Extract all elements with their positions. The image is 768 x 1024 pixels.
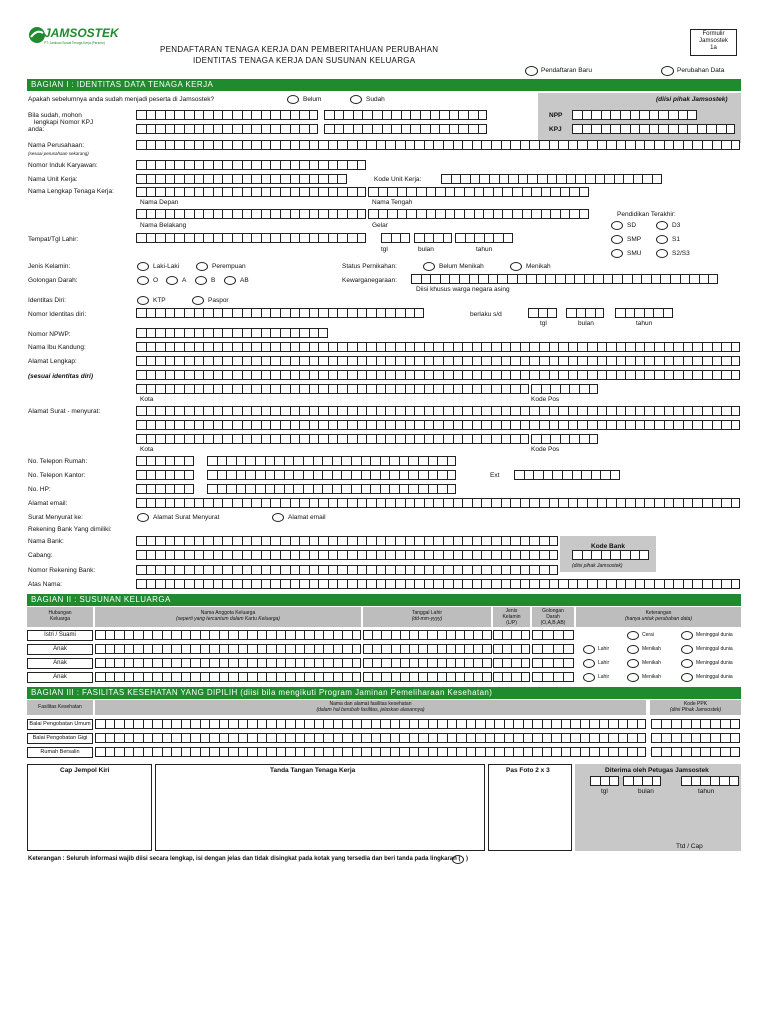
facility-general-input[interactable] <box>95 719 646 729</box>
valid-month-input[interactable] <box>566 308 604 318</box>
ktp-label: KTP <box>153 297 166 304</box>
address-city-label: Kota <box>140 396 154 403</box>
blood-b-label: B <box>211 277 216 284</box>
first-name-input[interactable] <box>136 187 366 197</box>
spouse-blood-input[interactable] <box>532 630 574 640</box>
col-blood-header <box>532 607 574 627</box>
employee-no-input[interactable] <box>136 160 366 170</box>
received-month-input[interactable] <box>623 776 661 786</box>
id-type-label: Identitas Diri: <box>28 297 66 304</box>
unit-code-input[interactable] <box>441 174 662 184</box>
col-ppk-line2: (diisi Pihak Jamsostek) <box>669 707 722 713</box>
valid-year-input[interactable] <box>615 308 673 318</box>
spouse-name-input[interactable] <box>95 630 361 640</box>
child2-blood-input[interactable] <box>532 658 574 668</box>
received-year-input[interactable] <box>681 776 739 786</box>
spouse-dob-input[interactable] <box>363 630 492 640</box>
blood-ab-radio[interactable] <box>224 276 236 285</box>
signature-label: Tanda Tangan Tenaga Kerja <box>270 767 356 774</box>
home-phone-label: No. Telepon Rumah: <box>28 458 88 465</box>
col-dob-line2: (dd-mm-yyyy) <box>411 616 443 622</box>
blood-a-radio[interactable] <box>166 276 178 285</box>
id-number-label: Nomor Identitas diri: <box>28 311 87 318</box>
birth-place-input[interactable] <box>136 233 366 243</box>
col-note-header <box>576 607 741 627</box>
child1-born-radio[interactable] <box>583 645 595 654</box>
address-city-input[interactable] <box>136 384 529 394</box>
mobile-label: No. HP: <box>28 486 51 493</box>
valid-year-label: tahun <box>636 320 653 327</box>
married-label: Menikah <box>526 263 551 270</box>
child3-sex-input[interactable] <box>493 672 530 682</box>
spouse-sex-input[interactable] <box>493 630 530 640</box>
photo-box[interactable] <box>488 764 572 851</box>
blood-o-radio[interactable] <box>137 276 149 285</box>
unit-code-label: Kode Unit Kerja: <box>374 176 422 183</box>
col-ppk-line1: Kode PPK <box>683 701 708 707</box>
citizenship-input[interactable] <box>411 274 718 284</box>
child3-name-input[interactable] <box>95 672 361 682</box>
valid-until-label: berlaku s/d <box>470 311 502 318</box>
child1-name-input[interactable] <box>95 644 361 654</box>
address-note: (sesuai identitas diri) <box>28 373 94 380</box>
ppk-general-input[interactable] <box>651 719 740 729</box>
family-row-spouse: Istri / Suami <box>27 630 93 641</box>
bank-code-label: Kode Bank <box>591 543 625 550</box>
child2-deceased-label: Meninggal dunia <box>696 660 733 666</box>
mail-to-address-radio[interactable] <box>137 513 149 522</box>
passport-label: Paspor <box>208 297 229 304</box>
bank-accounts-label: Rekening Bank Yang dimiliki: <box>28 526 112 533</box>
col-blood-line3: (O,A,B,AB) <box>540 620 566 626</box>
received-day-label: tgl <box>601 788 608 795</box>
footer-note-circle-icon <box>452 855 464 864</box>
office-phone-input[interactable] <box>207 470 456 480</box>
kpj-input-2[interactable] <box>324 110 487 120</box>
first-name-label: Nama Depan <box>140 199 179 206</box>
birth-day-input[interactable] <box>381 233 410 243</box>
address-postcode-label: Kode Pos <box>531 396 560 403</box>
facility-row-maternity: Rumah Bersalin <box>27 747 93 758</box>
mobile-input[interactable] <box>207 484 456 494</box>
child1-married-radio[interactable] <box>627 645 639 654</box>
company-name-label: Nama Perusahaan: <box>28 142 85 149</box>
blood-label: Golongan Darah: <box>28 277 78 284</box>
birth-year-input[interactable] <box>455 233 513 243</box>
registered-question: Apakah sebelumnya anda sudah menjadi peserta di Jamsostek? <box>28 96 215 103</box>
col-relation-header <box>27 607 93 627</box>
edu-d3-label: D3 <box>672 222 681 229</box>
edu-sd-radio[interactable] <box>611 221 623 230</box>
valid-day-input[interactable] <box>528 308 557 318</box>
company-name-input[interactable] <box>136 140 740 150</box>
mother-name-label: Nama Ibu Kandung: <box>28 344 86 351</box>
child2-born-label: Lahir <box>598 660 610 666</box>
edu-sd-label: SD <box>627 222 637 229</box>
blood-ab-label: AB <box>240 277 249 284</box>
child2-dob-input[interactable] <box>363 658 492 668</box>
col-dob-line1: Tanggal Lahir <box>411 610 443 616</box>
col-note-line2: (hanya untuk perubahan data) <box>625 616 692 622</box>
edu-s2s3-radio[interactable] <box>656 249 668 258</box>
thumbprint-box[interactable] <box>27 764 152 851</box>
mail-postcode-input[interactable] <box>531 434 598 444</box>
single-label: Belum Menikah <box>439 263 484 270</box>
blood-a-label: A <box>182 277 187 284</box>
child3-deceased-label: Meninggal dunia <box>696 674 733 680</box>
spouse-deceased-label: Meninggal dunia <box>696 632 733 638</box>
facility-row-dental: Balai Pengobatan Gigi <box>27 733 93 744</box>
data-change-label: Perubahan Data <box>677 67 725 74</box>
birth-year-label: tahun <box>476 246 493 253</box>
thumbprint-label: Cap Jempol Kiri <box>60 767 110 774</box>
col-facility-name-line2: (dalam hal berubah fasilitas, jelaskan alasannya) <box>316 707 425 713</box>
id-number-input[interactable] <box>136 308 424 318</box>
valid-month-label: bulan <box>578 320 594 327</box>
form-label-1: Formulir <box>702 31 725 37</box>
male-label: Laki-Laki <box>153 263 180 270</box>
child1-deceased-label: Meninggal dunia <box>696 646 733 652</box>
kpj-hint-3: anda: <box>28 126 45 133</box>
new-registration-radio[interactable] <box>525 66 538 76</box>
branch-input[interactable] <box>136 550 558 560</box>
npp-label: NPP <box>549 112 563 119</box>
bank-code-input[interactable] <box>572 550 649 560</box>
col-blood-line1: Golongan <box>542 608 564 614</box>
received-year-label: tahun <box>698 788 715 795</box>
signature-box[interactable] <box>155 764 485 851</box>
office-area-input[interactable] <box>136 470 194 480</box>
col-sex-line3: (L/P) <box>506 620 517 626</box>
child1-deceased-radio[interactable] <box>681 645 693 654</box>
child1-sex-input[interactable] <box>493 644 530 654</box>
valid-day-label: tgl <box>540 320 547 327</box>
col-sex-line2: Kelamin <box>502 614 521 620</box>
form-label-3: 1a <box>710 45 717 51</box>
footer-note-end: ) <box>466 856 468 862</box>
company-name-note: (sesuai perusahaan sekarang) <box>28 151 89 156</box>
bank-code-note: (diisi pihak Jamsostek) <box>572 563 623 569</box>
col-note-line1: Keterangan <box>645 610 672 616</box>
single-radio[interactable] <box>423 262 435 271</box>
npp-input[interactable] <box>572 110 697 120</box>
kpj-jamsostek-input[interactable] <box>572 124 735 134</box>
kpj-input-3[interactable] <box>136 124 318 134</box>
facility-maternity-input[interactable] <box>95 747 646 757</box>
edu-smp-label: SMP <box>627 236 642 243</box>
ext-input[interactable] <box>514 470 620 480</box>
mail-to-email-radio[interactable] <box>272 513 284 522</box>
birth-month-label: bulan <box>418 246 434 253</box>
blood-o-label: O <box>153 277 159 284</box>
address-label: Alamat Lengkap: <box>28 358 77 365</box>
home-area-input[interactable] <box>136 456 194 466</box>
office-phone-label: No. Telepon Kantor: <box>28 472 86 479</box>
employee-no-label: Nomor Induk Karyawan: <box>28 162 98 169</box>
degree-label: Gelar <box>372 222 388 229</box>
child3-married-radio[interactable] <box>627 673 639 682</box>
edu-smu-radio[interactable] <box>611 249 623 258</box>
col-facility-name-line1: Nama dan alamat fasilitas kesehatan <box>329 701 412 707</box>
edu-s1-radio[interactable] <box>656 235 668 244</box>
child2-sex-input[interactable] <box>493 658 530 668</box>
edu-s2s3-label: S2/S3 <box>672 250 690 257</box>
bank-name-input[interactable] <box>136 536 558 546</box>
col-sex-line1: Jenis <box>505 608 518 614</box>
bank-name-label: Nama Bank: <box>28 538 64 545</box>
stamp-label: Ttd / Cap <box>676 843 703 850</box>
unit-name-label: Nama Unit Kerja: <box>28 176 78 183</box>
col-dob-header <box>363 607 491 627</box>
middle-name-label: Nama Tengah <box>372 199 413 206</box>
mail-address-label: Alamat Surat - menyurat: <box>28 408 101 415</box>
logo-text: JAMSOSTEK <box>44 26 119 40</box>
spouse-divorced-radio[interactable] <box>627 631 639 640</box>
registered-label: Sudah <box>366 96 385 103</box>
kpj-hint-2: lengkapi Nomor KPJ <box>34 119 94 126</box>
email-label: Alamat email: <box>28 500 68 507</box>
mail-to-label: Surat Menyurat ke: <box>28 514 83 521</box>
col-relation-line1: Hubungan <box>48 610 72 616</box>
home-phone-input[interactable] <box>207 456 456 466</box>
account-alias-input[interactable] <box>136 579 740 589</box>
col-blood-line2: Darah <box>546 614 560 620</box>
child3-blood-input[interactable] <box>532 672 574 682</box>
spouse-deceased-radio[interactable] <box>681 631 693 640</box>
child2-deceased-radio[interactable] <box>681 659 693 668</box>
full-name-label: Nama Lengkap Tenaga Kerja: <box>28 188 114 195</box>
mail-city-label: Kota <box>140 446 154 453</box>
education-label: Pendidikan Terakhir: <box>617 211 676 218</box>
last-name-input[interactable] <box>136 209 366 219</box>
section1-title: BAGIAN I : IDENTITAS DATA TENAGA KERJA <box>27 79 741 91</box>
child3-dob-input[interactable] <box>363 672 492 682</box>
ppk-maternity-input[interactable] <box>651 747 740 757</box>
footer-note: Keterangan : Seluruh informasi wajib diisi secara lengkap, isi dengan jelas dan tidak disingkat pada kotak yang tersedia dan beri tanda pada lingkaran ( <box>28 856 461 862</box>
not-registered-label: Belum <box>303 96 322 103</box>
child2-name-input[interactable] <box>95 658 361 668</box>
male-radio[interactable] <box>137 262 149 271</box>
family-row-child-3: Anak <box>27 672 93 683</box>
child3-born-radio[interactable] <box>583 673 595 682</box>
col-sex-header <box>493 607 530 627</box>
child2-married-label: Menikah <box>642 660 661 666</box>
col-facility-name-header <box>95 700 646 715</box>
child3-deceased-radio[interactable] <box>681 673 693 682</box>
marital-label: Status Pernikahan: <box>342 263 397 270</box>
section2-title: BAGIAN II : SUSUNAN KELUARGA <box>27 594 741 606</box>
col-name-line1: Nama Anggota Keluarga <box>200 610 256 616</box>
section3-title: BAGIAN III : FASILITAS KESEHATAN YANG DIPILIH (diisi bila mengikuti Program Jaminan Pemeliharaan Kesehatan) <box>27 687 741 699</box>
edu-smu-label: SMU <box>627 250 642 257</box>
mail-to-email-label: Alamat email <box>288 514 326 521</box>
citizenship-note: Diisi khusus warga negara asing <box>416 286 510 293</box>
new-registration-label: Pendaftaran Baru <box>541 67 592 74</box>
received-month-label: bulan <box>638 788 654 795</box>
child3-born-label: Lahir <box>598 674 610 680</box>
kpj-hint-1: Bila sudah, mohon <box>28 112 82 119</box>
form-title-line2: IDENTITAS TENAGA KERJA DAN SUSUNAN KELUARGA <box>193 56 416 65</box>
account-alias-label: Atas Nama: <box>28 581 62 588</box>
form-number-box <box>690 29 737 56</box>
received-label: Diterima oleh Petugas Jamsostek <box>605 767 709 774</box>
address-postcode-input[interactable] <box>531 384 598 394</box>
col-member-name-header <box>95 607 361 627</box>
col-facility-header: Fasilitas Kesehatan <box>27 700 93 715</box>
col-ppk-header <box>650 700 741 715</box>
family-row-child-1: Anak <box>27 644 93 655</box>
child2-married-radio[interactable] <box>627 659 639 668</box>
registered-radio[interactable] <box>350 95 362 104</box>
blood-b-radio[interactable] <box>195 276 207 285</box>
data-change-radio[interactable] <box>661 66 674 76</box>
spouse-divorced-label: Cerai <box>642 632 654 638</box>
degree-input[interactable] <box>368 209 589 219</box>
branch-label: Cabang: <box>28 552 53 559</box>
birth-day-label: tgl <box>381 246 388 253</box>
address-line-2[interactable] <box>136 370 740 380</box>
birth-label: Tempat/Tgl Lahir: <box>28 236 79 243</box>
child1-blood-input[interactable] <box>532 644 574 654</box>
edu-s1-label: S1 <box>672 236 680 243</box>
account-no-input[interactable] <box>136 565 558 575</box>
col-relation-line2: Keluarga <box>49 616 70 622</box>
email-input[interactable] <box>136 498 740 508</box>
ext-label: Ext <box>490 472 500 479</box>
birth-month-input[interactable] <box>414 233 452 243</box>
mail-line-2[interactable] <box>136 420 740 430</box>
middle-name-input[interactable] <box>368 187 589 197</box>
female-label: Perempuan <box>212 263 246 270</box>
ktp-radio[interactable] <box>137 296 149 305</box>
kpj-label: KPJ <box>549 126 562 133</box>
facility-dental-input[interactable] <box>95 733 646 743</box>
col-name-line2: (seperti yang tercantum dalam Kartu Keluarga) <box>176 616 280 622</box>
photo-label: Pas Foto 2 x 3 <box>506 767 550 774</box>
jamsostek-note: (diisi pihak Jamsostek) <box>656 96 728 103</box>
edu-d3-radio[interactable] <box>656 221 668 230</box>
account-no-label: Nomor Rekening Bank: <box>28 567 96 574</box>
child3-married-label: Menikah <box>642 674 661 680</box>
family-row-child-2: Anak <box>27 658 93 669</box>
last-name-label: Nama Belakang <box>140 222 187 229</box>
mobile-prefix-input[interactable] <box>136 484 194 494</box>
npwp-label: Nomor NPWP: <box>28 331 71 338</box>
child1-born-label: Lahir <box>598 646 610 652</box>
edu-smp-radio[interactable] <box>611 235 623 244</box>
mother-name-input[interactable] <box>136 342 740 352</box>
received-day-input[interactable] <box>590 776 619 786</box>
citizenship-label: Kewarganegaraan: <box>342 277 397 284</box>
married-radio[interactable] <box>510 262 522 271</box>
facility-row-general: Balai Pengobatan Umum <box>27 719 93 730</box>
child1-dob-input[interactable] <box>363 644 492 654</box>
kpj-input-4[interactable] <box>324 124 487 134</box>
child2-born-radio[interactable] <box>583 659 595 668</box>
form-title-line1: PENDAFTARAN TENAGA KERJA DAN PEMBERITAHUAN PERUBAHAN <box>160 45 439 54</box>
ppk-dental-input[interactable] <box>651 733 740 743</box>
passport-radio[interactable] <box>192 296 204 305</box>
kpj-input-1[interactable] <box>136 110 318 120</box>
form-label-2: Jamsostek <box>699 38 728 44</box>
not-registered-radio[interactable] <box>287 95 299 104</box>
npwp-input[interactable] <box>136 328 328 338</box>
gender-label: Jenis Kelamin: <box>28 263 71 270</box>
child1-married-label: Menikah <box>642 646 661 652</box>
mail-to-address-label: Alamat Surat Menyurat <box>153 514 220 521</box>
mail-line-1[interactable] <box>136 406 740 416</box>
logo-subtext: PT. Jaminan Sosial Tenaga Kerja (Persero) <box>44 41 105 45</box>
mail-city-input[interactable] <box>136 434 529 444</box>
mail-postcode-label: Kode Pos <box>531 446 560 453</box>
unit-name-input[interactable] <box>136 174 347 184</box>
address-line-1[interactable] <box>136 356 740 366</box>
female-radio[interactable] <box>196 262 208 271</box>
